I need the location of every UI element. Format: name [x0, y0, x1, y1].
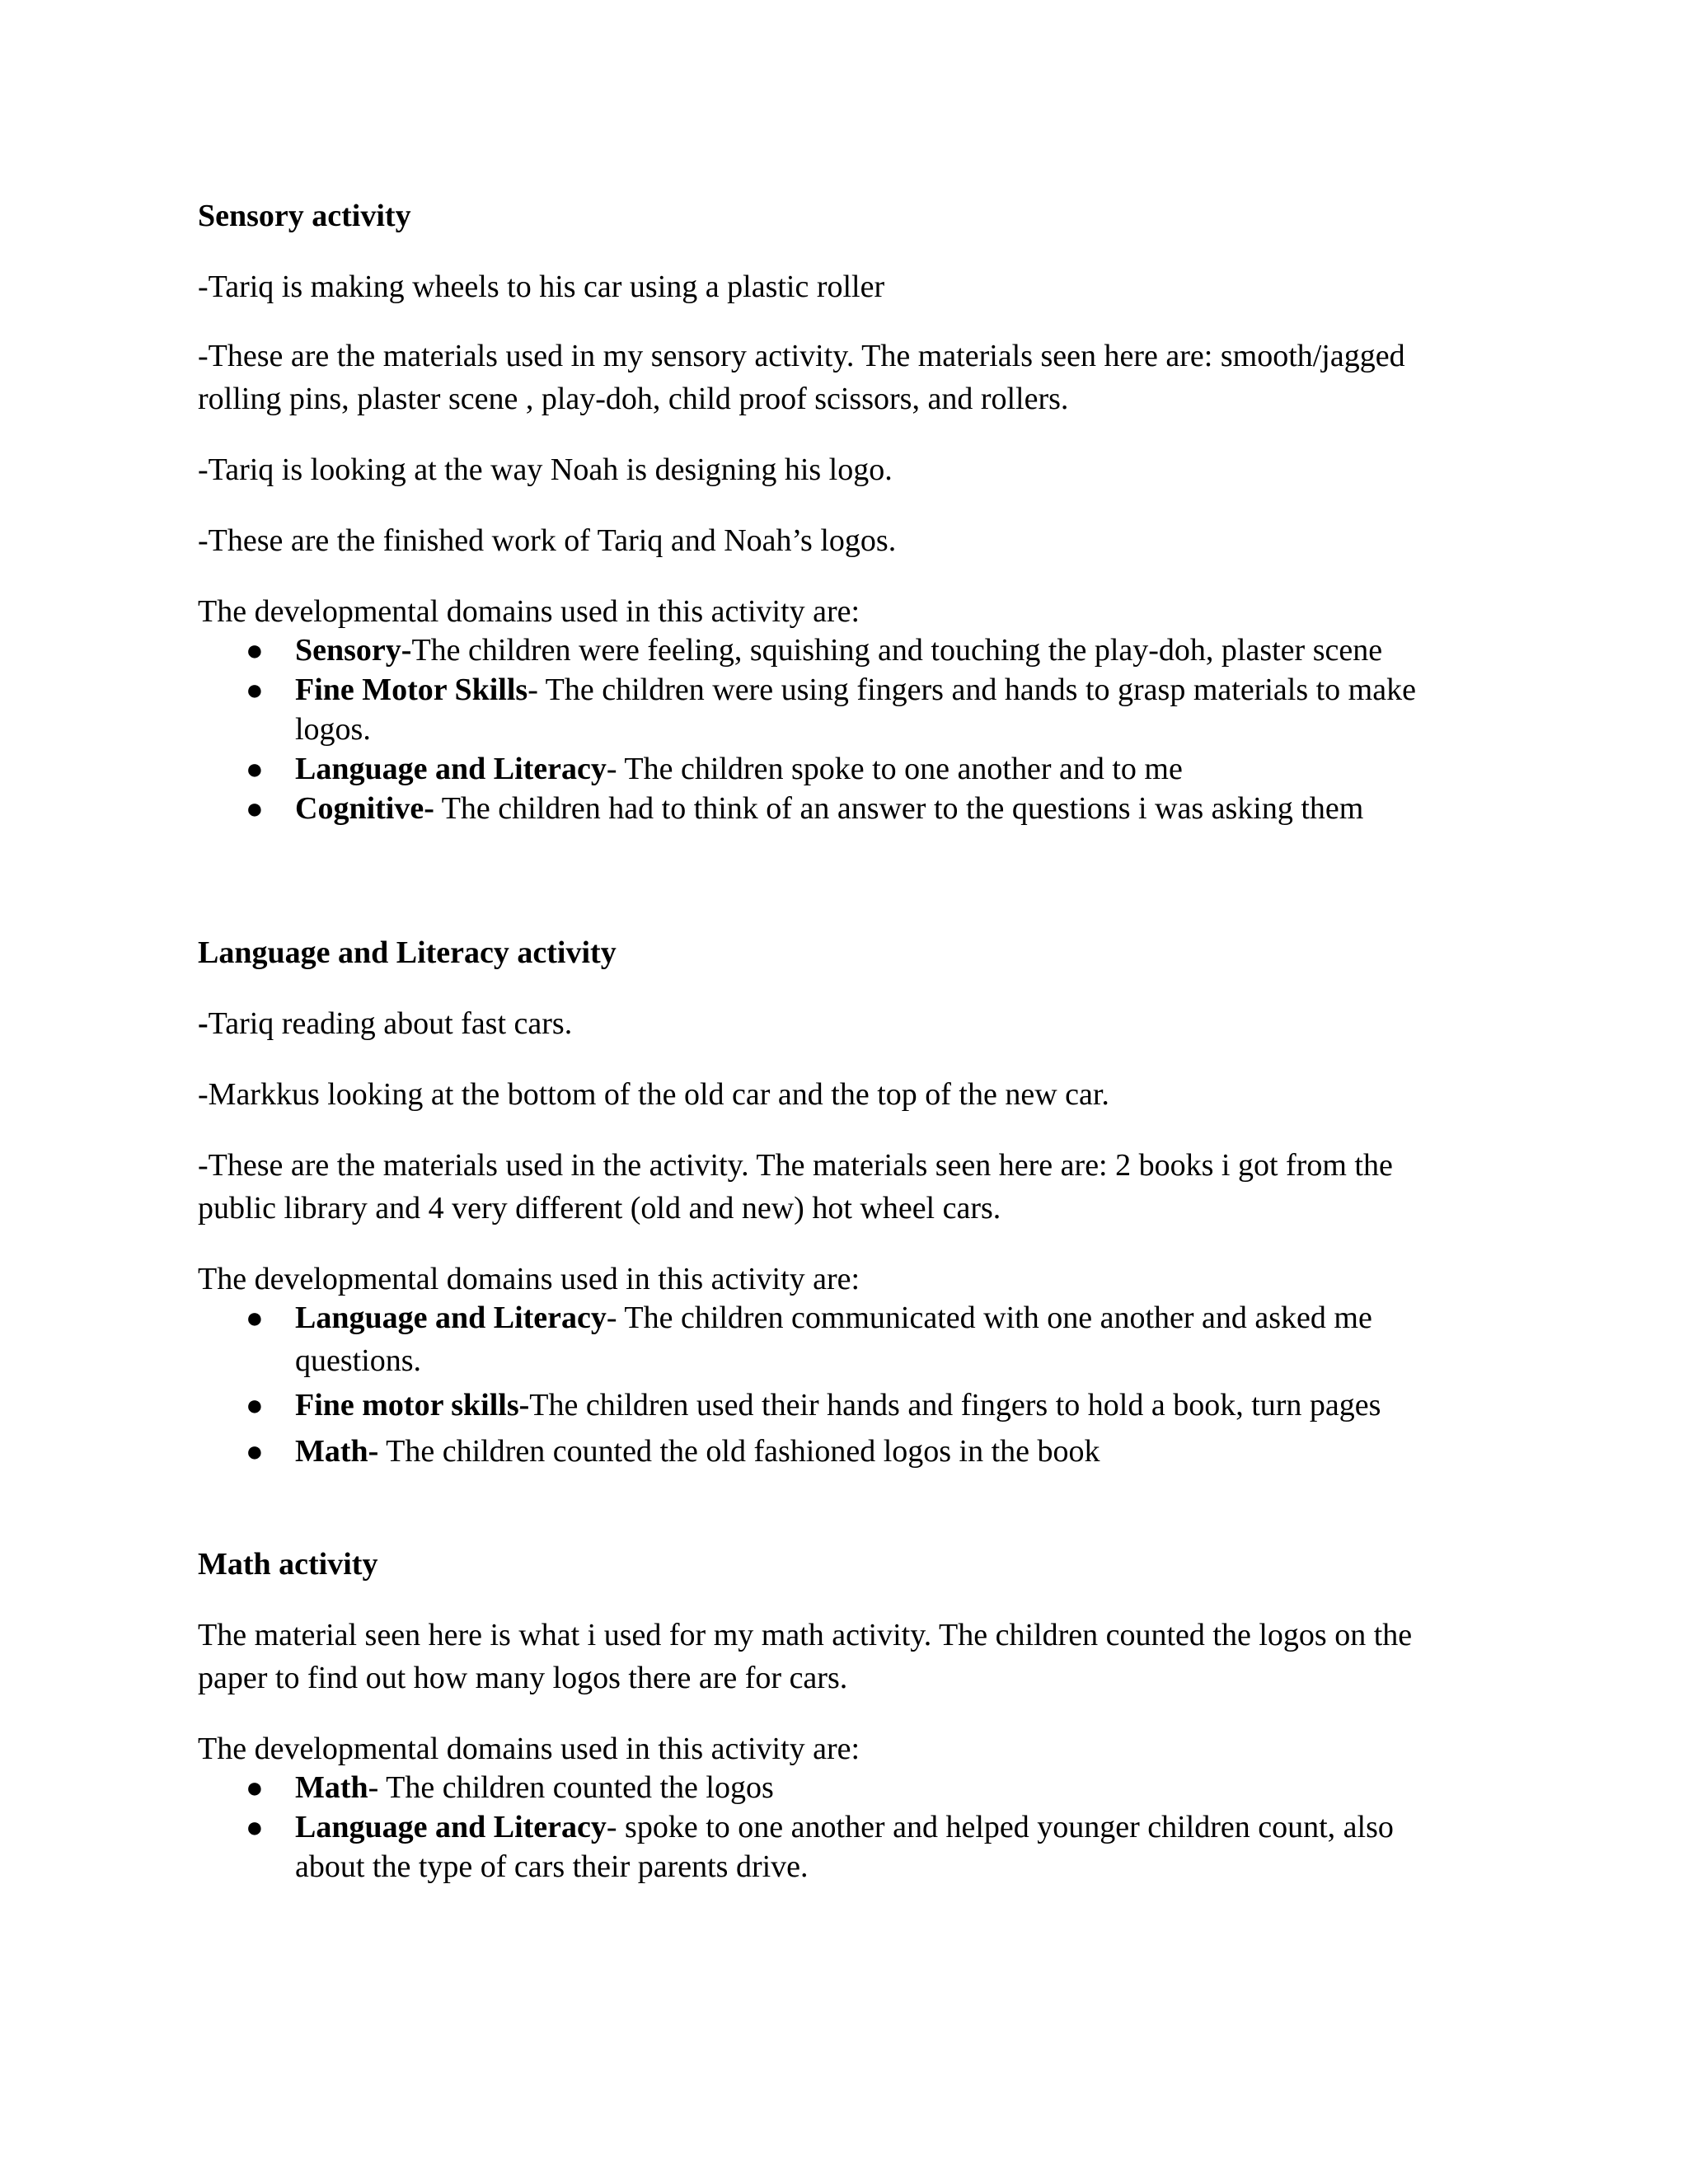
- list-item-term: Math-: [295, 1434, 379, 1469]
- list-item-continuation: questions.: [295, 1343, 422, 1378]
- sensory-list-item: [295, 788, 1363, 829]
- list-item-continuation: about the type of cars their parents drive.: [295, 1849, 809, 1884]
- language-list-item: [295, 1431, 1100, 1472]
- list-item-term: Sensory-: [295, 633, 412, 668]
- bullet-icon: ●: [246, 1435, 264, 1468]
- bullet-icon: ●: [246, 752, 264, 785]
- language-list-item: [295, 1297, 1372, 1338]
- math-domains-intro: The developmental domains used in this activity are:: [198, 1732, 860, 1766]
- math-heading: Math activity: [198, 1547, 378, 1582]
- list-item-text: - The children counted the logos: [368, 1770, 774, 1805]
- list-item-term: Language and Literacy: [295, 1301, 607, 1335]
- sensory-paragraph-4: -These are the finished work of Tariq and Noah’s logos.: [198, 523, 897, 558]
- sensory-domains-intro: The developmental domains used in this activity are:: [198, 594, 860, 629]
- bullet-icon: ●: [246, 1389, 264, 1422]
- list-item-text: The children had to think of an answer to the questions i was asking them: [434, 791, 1364, 826]
- list-item-text: The children used their hands and fingers to hold a book, turn pages: [529, 1388, 1381, 1422]
- list-item-continuation: logos.: [295, 712, 371, 747]
- language-paragraph-1: [198, 1002, 572, 1045]
- bullet-icon: ●: [246, 1301, 264, 1334]
- list-item-text: - The children were using fingers and hands to grasp materials to make: [528, 673, 1416, 707]
- list-item-term: Math: [295, 1770, 368, 1805]
- bullet-icon: ●: [246, 1811, 264, 1844]
- sensory-paragraph-2-line-2: rolling pins, plaster scene , play-doh, child proof scissors, and rollers.: [198, 382, 1069, 416]
- list-item-text: The children were feeling, squishing and touching the play-doh, plaster scene: [411, 633, 1383, 668]
- language-domains-intro: The developmental domains used in this activity are:: [198, 1262, 860, 1296]
- bullet-icon: ●: [246, 792, 264, 825]
- dash-marker: -: [198, 1006, 209, 1041]
- sensory-paragraph-1: -Tariq is making wheels to his car using a plastic roller: [198, 269, 885, 304]
- list-item-term: Language and Literacy: [295, 1810, 607, 1844]
- bullet-icon: ●: [246, 634, 264, 667]
- list-item-term: Cognitive-: [295, 791, 434, 826]
- language-paragraph-3-line-1: -These are the materials used in the activity. The materials seen here are: 2 books i got from the: [198, 1148, 1393, 1183]
- language-paragraph-3-line-2: public library and 4 very different (old and new) hot wheel cars.: [198, 1191, 1001, 1226]
- sensory-list-item: [295, 669, 1416, 710]
- paragraph-text: Tariq reading about fast cars.: [208, 1006, 573, 1041]
- sensory-paragraph-2-line-1: -These are the materials used in my sensory activity. The materials seen here are: smooth/jagged: [198, 339, 1405, 373]
- language-list-item: [295, 1385, 1381, 1426]
- language-heading: Language and Literacy activity: [198, 935, 617, 970]
- math-paragraph-line-1: The material seen here is what i used for my math activity. The children counted the logos on the: [198, 1618, 1413, 1652]
- list-item-text: - The children communicated with one another and asked me: [606, 1301, 1372, 1335]
- language-paragraph-2: -Markkus looking at the bottom of the old car and the top of the new car.: [198, 1077, 1109, 1112]
- list-item-text: The children counted the old fashioned logos in the book: [378, 1434, 1100, 1469]
- sensory-list-item: [295, 748, 1183, 790]
- list-item-term: Fine Motor Skills: [295, 673, 528, 707]
- math-list-item: [295, 1767, 774, 1808]
- list-item-term: Fine motor skills-: [295, 1388, 530, 1422]
- list-item-term: Language and Literacy: [295, 752, 607, 786]
- math-paragraph-line-2: paper to find out how many logos there are for cars.: [198, 1661, 848, 1695]
- bullet-icon: ●: [246, 673, 264, 706]
- list-item-text: - The children spoke to one another and to me: [606, 752, 1183, 786]
- sensory-list-item: [295, 630, 1382, 671]
- math-list-item: [295, 1807, 1394, 1848]
- sensory-paragraph-3: -Tariq is looking at the way Noah is designing his logo.: [198, 452, 893, 487]
- bullet-icon: ●: [246, 1771, 264, 1804]
- sensory-heading: Sensory activity: [198, 199, 411, 233]
- list-item-text: - spoke to one another and helped younger children count, also: [606, 1810, 1394, 1844]
